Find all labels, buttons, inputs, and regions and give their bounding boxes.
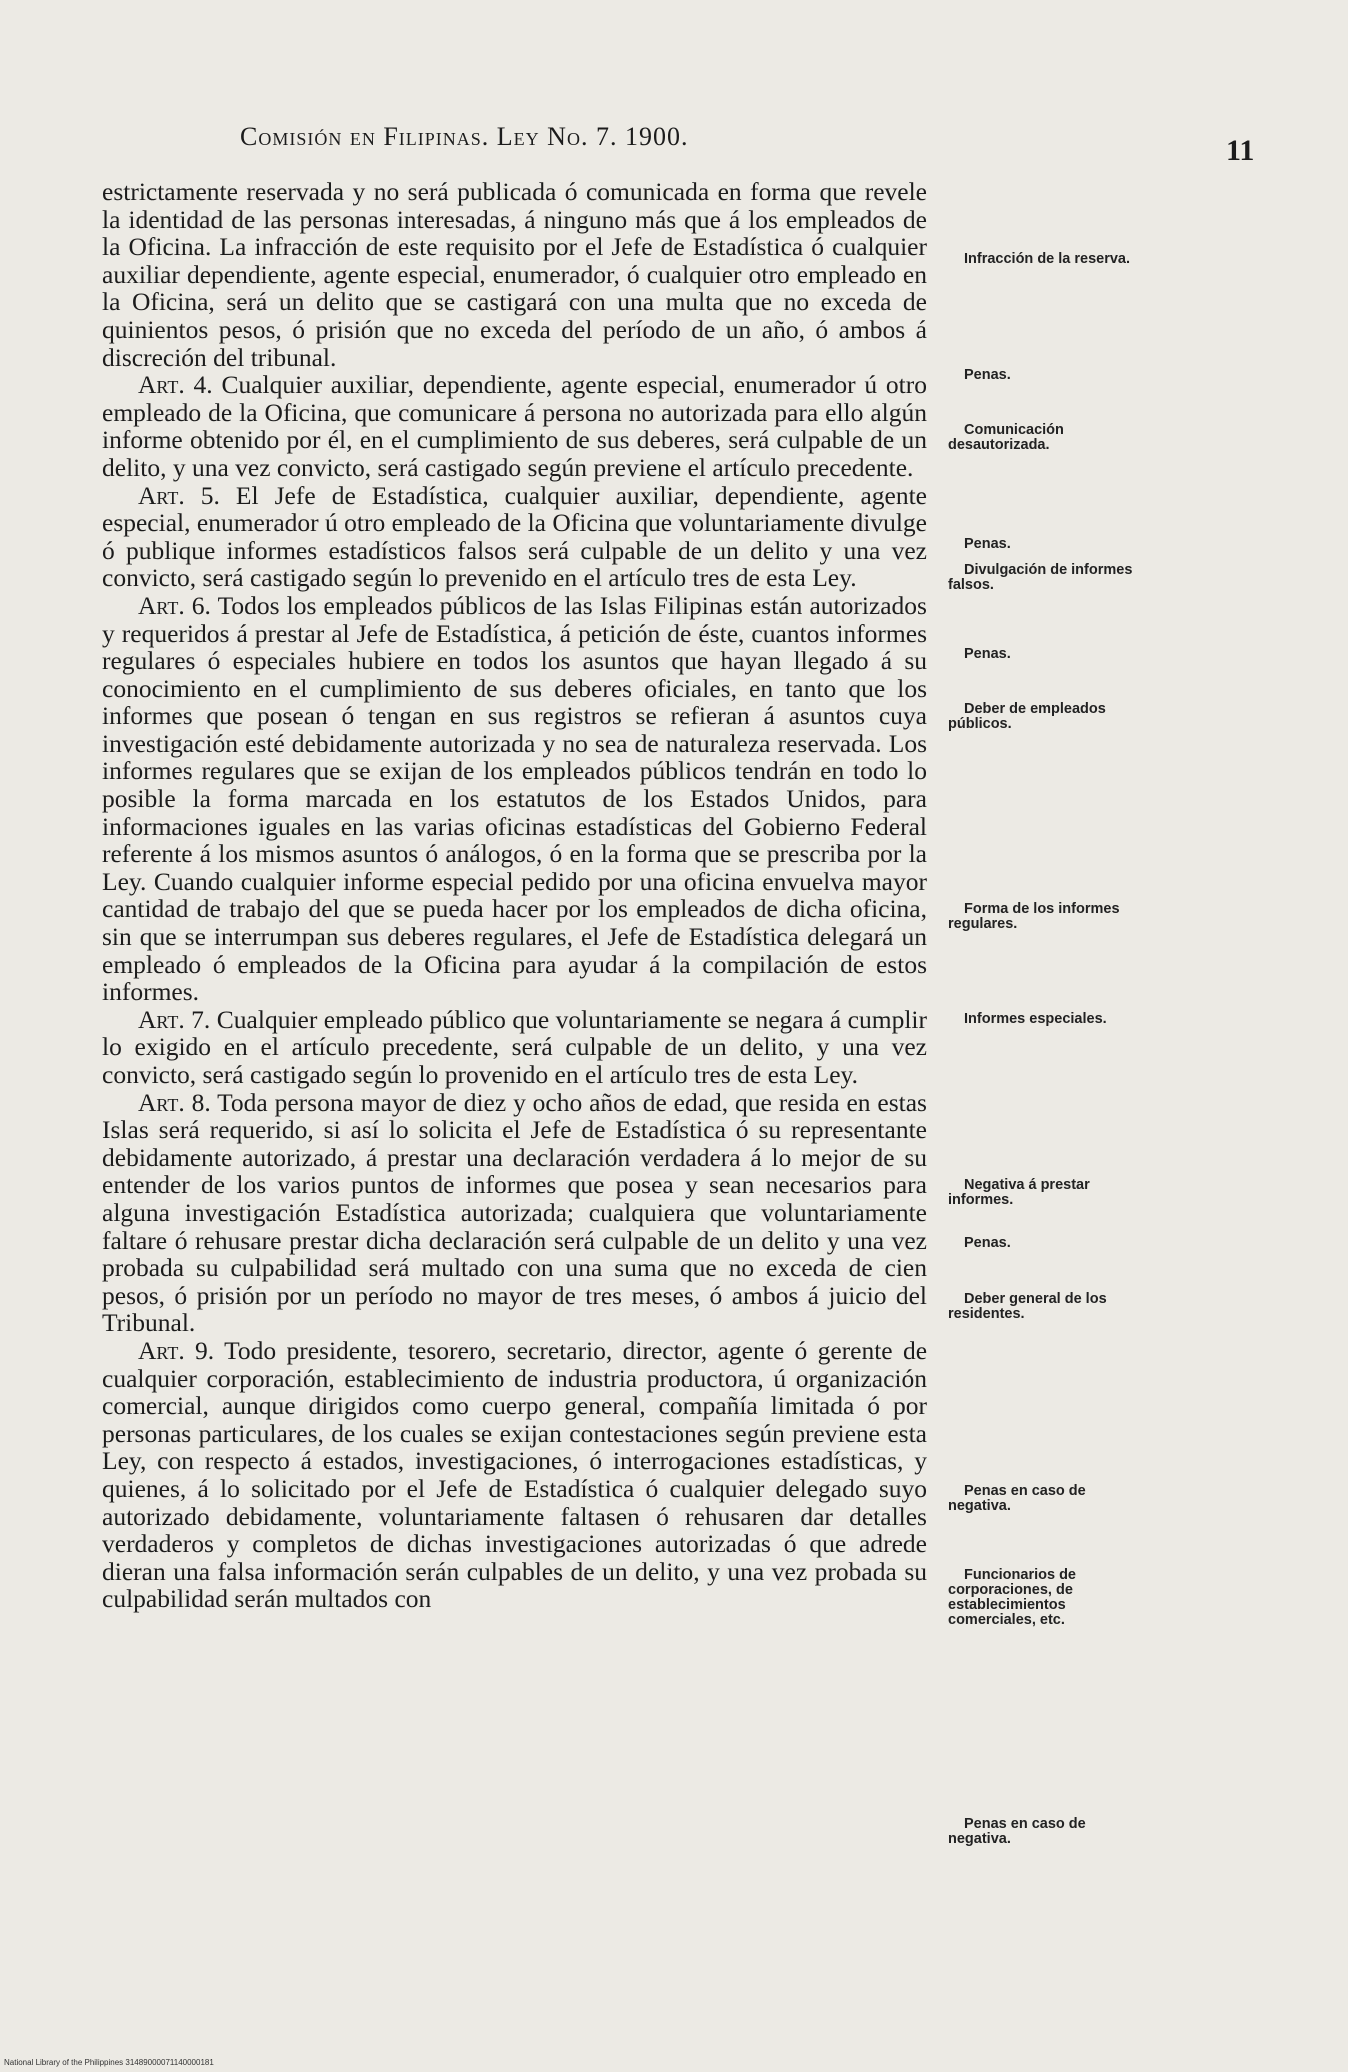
article-text: Cualquier auxiliar, dependiente, agente especial, enumerador ú otro empleado de la Oficina, que comunicare á persona no autorizada para ello algún informe obtenido por él, en el cumplimiento de sus deberes, será culpable de un delito, y una vez convicto, será castigado según previene el artículo precedente. bbox=[102, 370, 927, 482]
body-text bbox=[102, 178, 927, 1613]
article-text: Cualquier empleado público que voluntariamente se negara á cumplir lo exigido en el artículo precedente, será culpable de un delito, y una vez convicto, será castigado según lo provenido en el artículo tres de esta Ley. bbox=[102, 1004, 927, 1089]
article-text: Todos los empleados públicos de las Islas Filipinas están autorizados y requeridos á prestar al Jefe de Estadística, á petición de éste, cuantos informes regulares ó especiales hubiere en todos los asuntos que hayan llegado á su conocimiento en el cumplimiento de sus deberes oficiales, en tanto que los informes que posean ó tengan en sus registros se refieran á asuntos cuya investigación esté debidamente autorizada y no sea de naturaleza reservada. Los informes regulares que se exijan de los empleados públicos tendrán en todo lo posible la forma marcada en los estatutos de los Estados Unidos, para informaciones iguales en las varias oficinas estadísticas del Gobierno Federal referente á los mismos asuntos ó análogos, ó en la forma que se prescriba por la Ley. Cuando cualquier informe especial pedido por una oficina envuelva mayor cantidad de trabajo del que se pueda hacer por los empleados de dicha oficina, sin que se interrumpan sus deberes regulares, el Jefe de Estadística delegará un empleado ó empleados de la Oficina para ayudar á la compilación de estos informes. bbox=[102, 590, 927, 1007]
article-label: Art. 6. bbox=[138, 590, 211, 620]
page-number: 11 bbox=[1226, 134, 1255, 167]
article-6 bbox=[102, 592, 927, 1006]
margin-note: Penas. bbox=[964, 646, 1011, 662]
article-text: Todo presidente, tesorero, secretario, director, agente ó gerente de cualquier corporación, establecimiento de industria productora, ú organización comercial, aunque dirigidos como cuerpo general, compañía limitada ó por personas particulares, de los cuales se exijan contestaciones según previene esta Ley, con respecto á estados, investigaciones, ó interrogaciones estadísticas, y quienes, á lo solicitado por el Jefe de Estadística ó cualquier delegado suyo autorizado debidamente, voluntariamente faltasen ó rehusaren dar detalles verdaderos y completos de dichas investigaciones autorizadas ó que adrede dieran una falsa información serán culpables de un delito, y una vez probada su culpabilidad serán multados con bbox=[102, 1335, 928, 1614]
margin-note: Negativa á prestar informes. bbox=[948, 1177, 1090, 1208]
article-8 bbox=[102, 1089, 927, 1337]
article-label: Art. 7. bbox=[138, 1004, 211, 1034]
scan-credit: National Library of the Philippines 31489000071140000181 bbox=[4, 2058, 214, 2067]
article-7 bbox=[102, 1006, 927, 1089]
article-4 bbox=[102, 371, 927, 481]
paragraph-continuation: estrictamente reservada y no será publicada ó comunicada en forma que revele la identidad de las personas interesadas, á ninguno más que á los empleados de la Oficina. La infracción de este requisito por el Jefe de Estadística ó cualquier auxiliar dependiente, agente especial, enumerador, ó cualquier otro empleado en la Oficina, será un delito que se castigará con una multa que no exceda de quinientos pesos, ó prisión que no exceda del período de un año, ó ambos á discreción del tribunal. bbox=[102, 177, 927, 372]
margin-note: Deber general de los residentes. bbox=[948, 1291, 1107, 1322]
article-label: Art. 4. bbox=[138, 370, 213, 400]
margin-note: Penas en caso de negativa. bbox=[948, 1816, 1086, 1847]
margin-note: Deber de empleados públicos. bbox=[948, 701, 1106, 732]
article-9 bbox=[102, 1337, 927, 1613]
margin-note: Funcionarios de corporaciones, de establecimientos comerciales, etc. bbox=[948, 1567, 1076, 1628]
margin-note: Divulgación de informes falsos. bbox=[948, 562, 1133, 593]
running-header: Comisión en Filipinas. Ley No. 7. 1900. bbox=[240, 122, 689, 151]
margin-note: Penas en caso de negativa. bbox=[948, 1483, 1086, 1514]
article-label: Art. 8. bbox=[138, 1087, 211, 1117]
article-label: Art. 9. bbox=[138, 1335, 215, 1365]
margin-note: Infracción de la reserva. bbox=[964, 251, 1131, 267]
article-text: El Jefe de Estadística, cualquier auxiliar, dependiente, agente especial, enumerador ú otro empleado de la Oficina que voluntariamente divulge ó publique informes estadísticos falsos será culpable de un delito y una vez convicto, será castigado según lo prevenido en el artículo tres de esta Ley. bbox=[102, 480, 927, 593]
margin-note: Penas. bbox=[964, 367, 1011, 383]
margin-note: Informes especiales. bbox=[964, 1011, 1107, 1027]
article-label: Art. 5. bbox=[138, 480, 220, 510]
margin-note: Penas. bbox=[964, 536, 1011, 552]
article-text: Toda persona mayor de diez y ocho años de edad, que resida en estas Islas será requerido, si así lo solicita el Jefe de Estadística ó su representante debidamente autorizado, á prestar una declaración verdadera á lo mejor de su entender de los varios puntos de informes que posea y sean necesarios para alguna investigación Estadística autorizada; cualquiera que voluntariamente faltare ó rehusare prestar dicha declaración será culpable de un delito y una vez probada su culpabilidad será multado con una suma que no exceda de cien pesos, ó prisión por un período no mayor de tres meses, ó ambos á juicio del Tribunal. bbox=[102, 1087, 927, 1338]
margin-note: Comunicación desautorizada. bbox=[948, 422, 1064, 453]
margin-note: Penas. bbox=[964, 1235, 1011, 1251]
article-5 bbox=[102, 482, 927, 592]
margin-note: Forma de los informes regulares. bbox=[948, 901, 1120, 932]
